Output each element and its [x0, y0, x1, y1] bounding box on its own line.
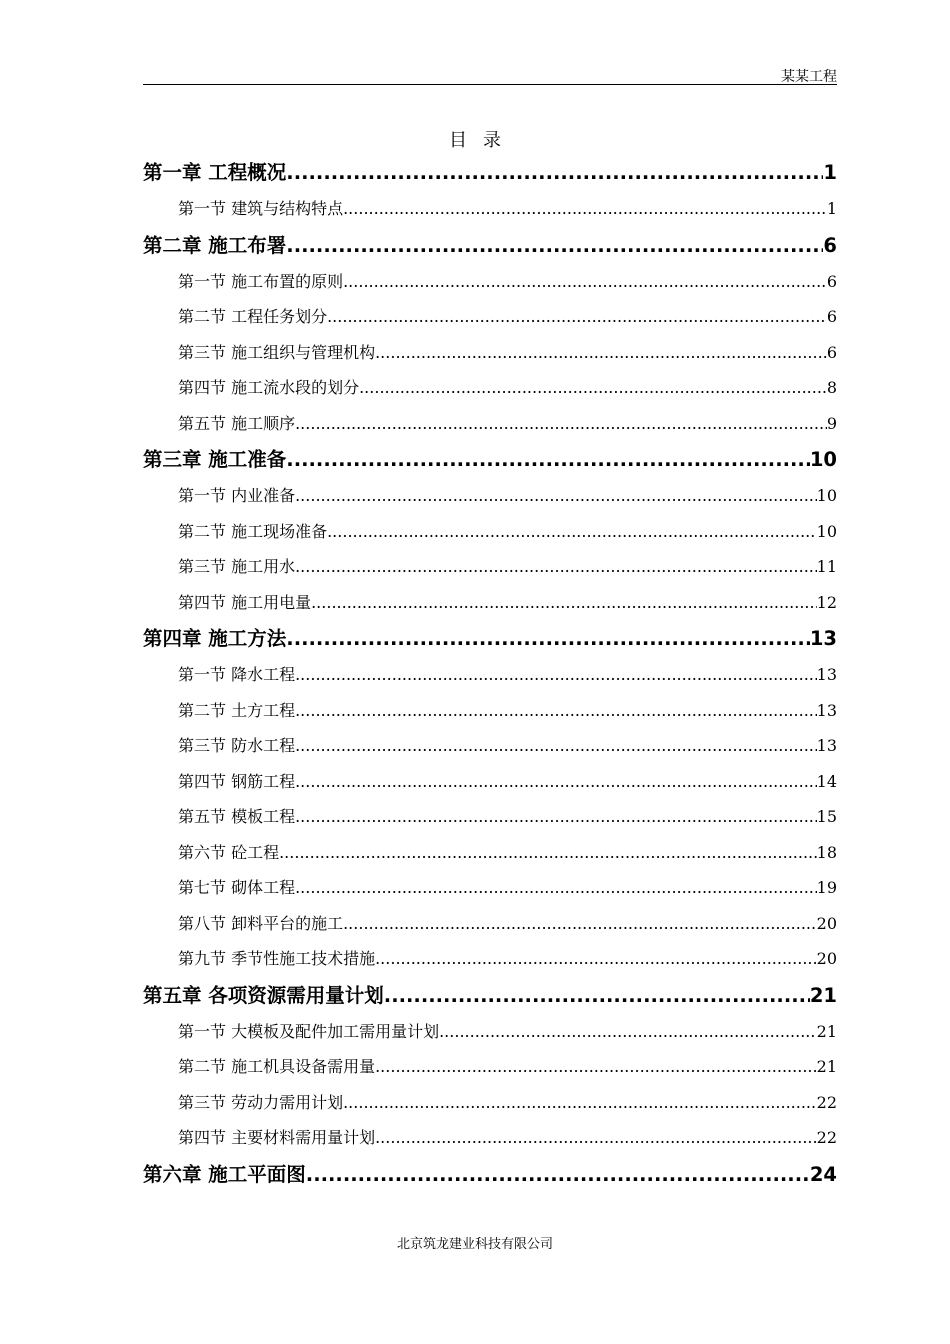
- toc-section-entry[interactable]: [143, 870, 837, 906]
- toc-entry-label: 第三章 施工准备: [143, 448, 287, 471]
- toc-dot-leader: [286, 441, 810, 478]
- toc-entry-label: 第二节 施工机具设备需用量: [178, 1057, 376, 1076]
- toc-entry-label: 第二节 工程任务划分: [178, 307, 328, 326]
- toc-dot-leader: [343, 1085, 817, 1121]
- toc-title: 目录: [449, 130, 517, 151]
- toc-section-entry[interactable]: [143, 799, 837, 835]
- toc-dot-leader: [375, 335, 827, 371]
- toc-section-entry[interactable]: [143, 728, 837, 764]
- toc-dot-leader: [295, 549, 817, 585]
- toc-entry-label: 第七节 砌体工程: [178, 878, 296, 897]
- toc-section-entry[interactable]: [143, 1120, 837, 1156]
- toc-entry-page-number: 22: [816, 1128, 837, 1147]
- toc-entry-page-number: 9: [826, 413, 837, 433]
- toc-entry-label: 第一节 大模板及配件加工需用量计划: [178, 1021, 440, 1041]
- header-title: 某某工程: [781, 69, 837, 85]
- toc-entry-page-number: 20: [816, 949, 837, 968]
- toc-entry-label: 第四节 施工用电量: [178, 592, 312, 612]
- toc-entry-page-number: 18: [816, 842, 837, 862]
- toc-section-entry[interactable]: [143, 370, 837, 406]
- toc-dot-leader: [311, 585, 817, 621]
- toc-section-entry[interactable]: [143, 941, 837, 977]
- toc-entry-page-number: 6: [826, 271, 837, 291]
- toc-chapter-entry[interactable]: [143, 620, 837, 657]
- toc-entry-page-number: 13: [816, 736, 837, 755]
- toc-dot-leader: [295, 764, 817, 800]
- toc-entry-label: 第九节 季节性施工技术措施: [178, 949, 376, 968]
- toc-entry-label: 第二章 施工布署: [143, 233, 287, 257]
- toc-entry-label: 第六节 砼工程: [178, 842, 280, 862]
- toc-section-entry[interactable]: [143, 264, 837, 300]
- toc-section-entry[interactable]: [143, 693, 837, 729]
- toc-chapter-entry[interactable]: [143, 154, 837, 191]
- toc-section-entry[interactable]: [143, 514, 837, 550]
- toc-entry-label: 第四节 主要材料需用量计划: [178, 1128, 376, 1147]
- toc-entry-label: 第四节 钢筋工程: [178, 771, 296, 791]
- toc-entry-page-number: 13: [816, 700, 837, 720]
- header-divider: [143, 84, 837, 85]
- toc-section-entry[interactable]: [143, 478, 837, 514]
- table-of-contents: [143, 154, 837, 1193]
- toc-section-entry[interactable]: [143, 299, 837, 335]
- toc-entry-label: 第二节 施工现场准备: [178, 521, 328, 541]
- toc-entry-page-number: 21: [816, 1057, 837, 1076]
- toc-entry-page-number: 1: [826, 199, 837, 218]
- toc-section-entry[interactable]: [143, 764, 837, 800]
- toc-dot-leader: [375, 1120, 817, 1156]
- toc-dot-leader: [343, 906, 817, 942]
- toc-dot-leader: [295, 693, 817, 729]
- toc-entry-page-number: 11: [816, 557, 837, 576]
- toc-entry-label: 第二节 土方工程: [178, 700, 296, 720]
- toc-entry-label: 第五章 各项资源需用量计划: [143, 983, 384, 1007]
- toc-dot-leader: [359, 370, 827, 406]
- toc-dot-leader: [295, 728, 817, 764]
- toc-entry-page-number: 21: [809, 983, 837, 1007]
- toc-entry-label: 第四章 施工方法: [143, 627, 287, 650]
- toc-entry-page-number: 13: [809, 627, 837, 650]
- toc-entry-page-number: 22: [816, 1092, 837, 1112]
- toc-entry-page-number: 10: [816, 486, 837, 505]
- toc-chapter-entry[interactable]: [143, 977, 837, 1014]
- toc-entry-page-number: 20: [816, 913, 837, 933]
- toc-entry-label: 第三节 防水工程: [178, 736, 296, 755]
- toc-dot-leader: [375, 1049, 817, 1085]
- toc-dot-leader: [343, 264, 827, 300]
- toc-dot-leader: [286, 620, 810, 657]
- toc-section-entry[interactable]: [143, 835, 837, 871]
- toc-dot-leader: [306, 1156, 810, 1193]
- toc-entry-page-number: 13: [816, 665, 837, 684]
- toc-section-entry[interactable]: [143, 1049, 837, 1085]
- toc-chapter-entry[interactable]: [143, 441, 837, 478]
- toc-dot-leader: [295, 799, 817, 835]
- toc-entry-page-number: 14: [816, 771, 837, 791]
- toc-section-entry[interactable]: [143, 335, 837, 371]
- toc-entry-label: 第五节 模板工程: [178, 807, 296, 826]
- toc-entry-label: 第一节 内业准备: [178, 486, 296, 505]
- toc-entry-label: 第三节 施工组织与管理机构: [178, 342, 376, 362]
- toc-entry-label: 第三节 施工用水: [178, 557, 296, 576]
- toc-entry-page-number: 6: [826, 307, 837, 326]
- toc-entry-page-number: 19: [816, 878, 837, 897]
- toc-entry-label: 第五节 施工顺序: [178, 413, 296, 433]
- toc-dot-leader: [327, 299, 827, 335]
- toc-dot-leader: [279, 835, 817, 871]
- toc-dot-leader: [295, 478, 817, 514]
- toc-section-entry[interactable]: [143, 906, 837, 942]
- toc-entry-page-number: 15: [816, 807, 837, 826]
- toc-entry-label: 第三节 劳动力需用计划: [178, 1092, 344, 1112]
- toc-section-entry[interactable]: [143, 1085, 837, 1121]
- toc-entry-page-number: 1: [823, 161, 837, 184]
- toc-dot-leader: [384, 977, 810, 1014]
- toc-entry-page-number: 8: [826, 378, 837, 397]
- toc-entry-page-number: 6: [823, 233, 837, 257]
- toc-entry-page-number: 10: [816, 521, 837, 541]
- toc-entry-page-number: 21: [816, 1021, 837, 1041]
- toc-dot-leader: [295, 406, 827, 442]
- toc-entry-label: 第六章 施工平面图: [143, 1162, 306, 1186]
- toc-dot-leader: [327, 514, 817, 550]
- toc-entry-label: 第一节 建筑与结构特点: [178, 199, 344, 218]
- toc-entry-label: 第一章 工程概况: [143, 161, 287, 184]
- toc-chapter-entry[interactable]: [143, 1156, 837, 1193]
- toc-entry-page-number: 10: [809, 448, 837, 471]
- toc-section-entry[interactable]: [143, 191, 837, 227]
- toc-chapter-entry[interactable]: [143, 227, 837, 264]
- footer-company: 北京筑龙建业科技有限公司: [396, 1237, 553, 1252]
- toc-dot-leader: [295, 657, 817, 693]
- toc-dot-leader: [286, 227, 823, 264]
- toc-entry-label: 第四节 施工流水段的划分: [178, 378, 360, 397]
- toc-entry-label: 第一节 降水工程: [178, 665, 296, 684]
- toc-entry-page-number: 6: [826, 342, 837, 362]
- toc-entry-label: 第八节 卸料平台的施工: [178, 913, 344, 933]
- toc-dot-leader: [375, 941, 817, 977]
- toc-section-entry[interactable]: [143, 585, 837, 621]
- toc-section-entry[interactable]: [143, 549, 837, 585]
- toc-entry-page-number: 24: [809, 1162, 837, 1186]
- toc-dot-leader: [439, 1014, 817, 1050]
- toc-section-entry[interactable]: [143, 406, 837, 442]
- toc-section-entry[interactable]: [143, 657, 837, 693]
- toc-dot-leader: [343, 191, 827, 227]
- toc-dot-leader: [295, 870, 817, 906]
- toc-section-entry[interactable]: [143, 1014, 837, 1050]
- toc-entry-label: 第一节 施工布置的原则: [178, 271, 344, 291]
- toc-dot-leader: [286, 154, 823, 191]
- toc-entry-page-number: 12: [816, 592, 837, 612]
